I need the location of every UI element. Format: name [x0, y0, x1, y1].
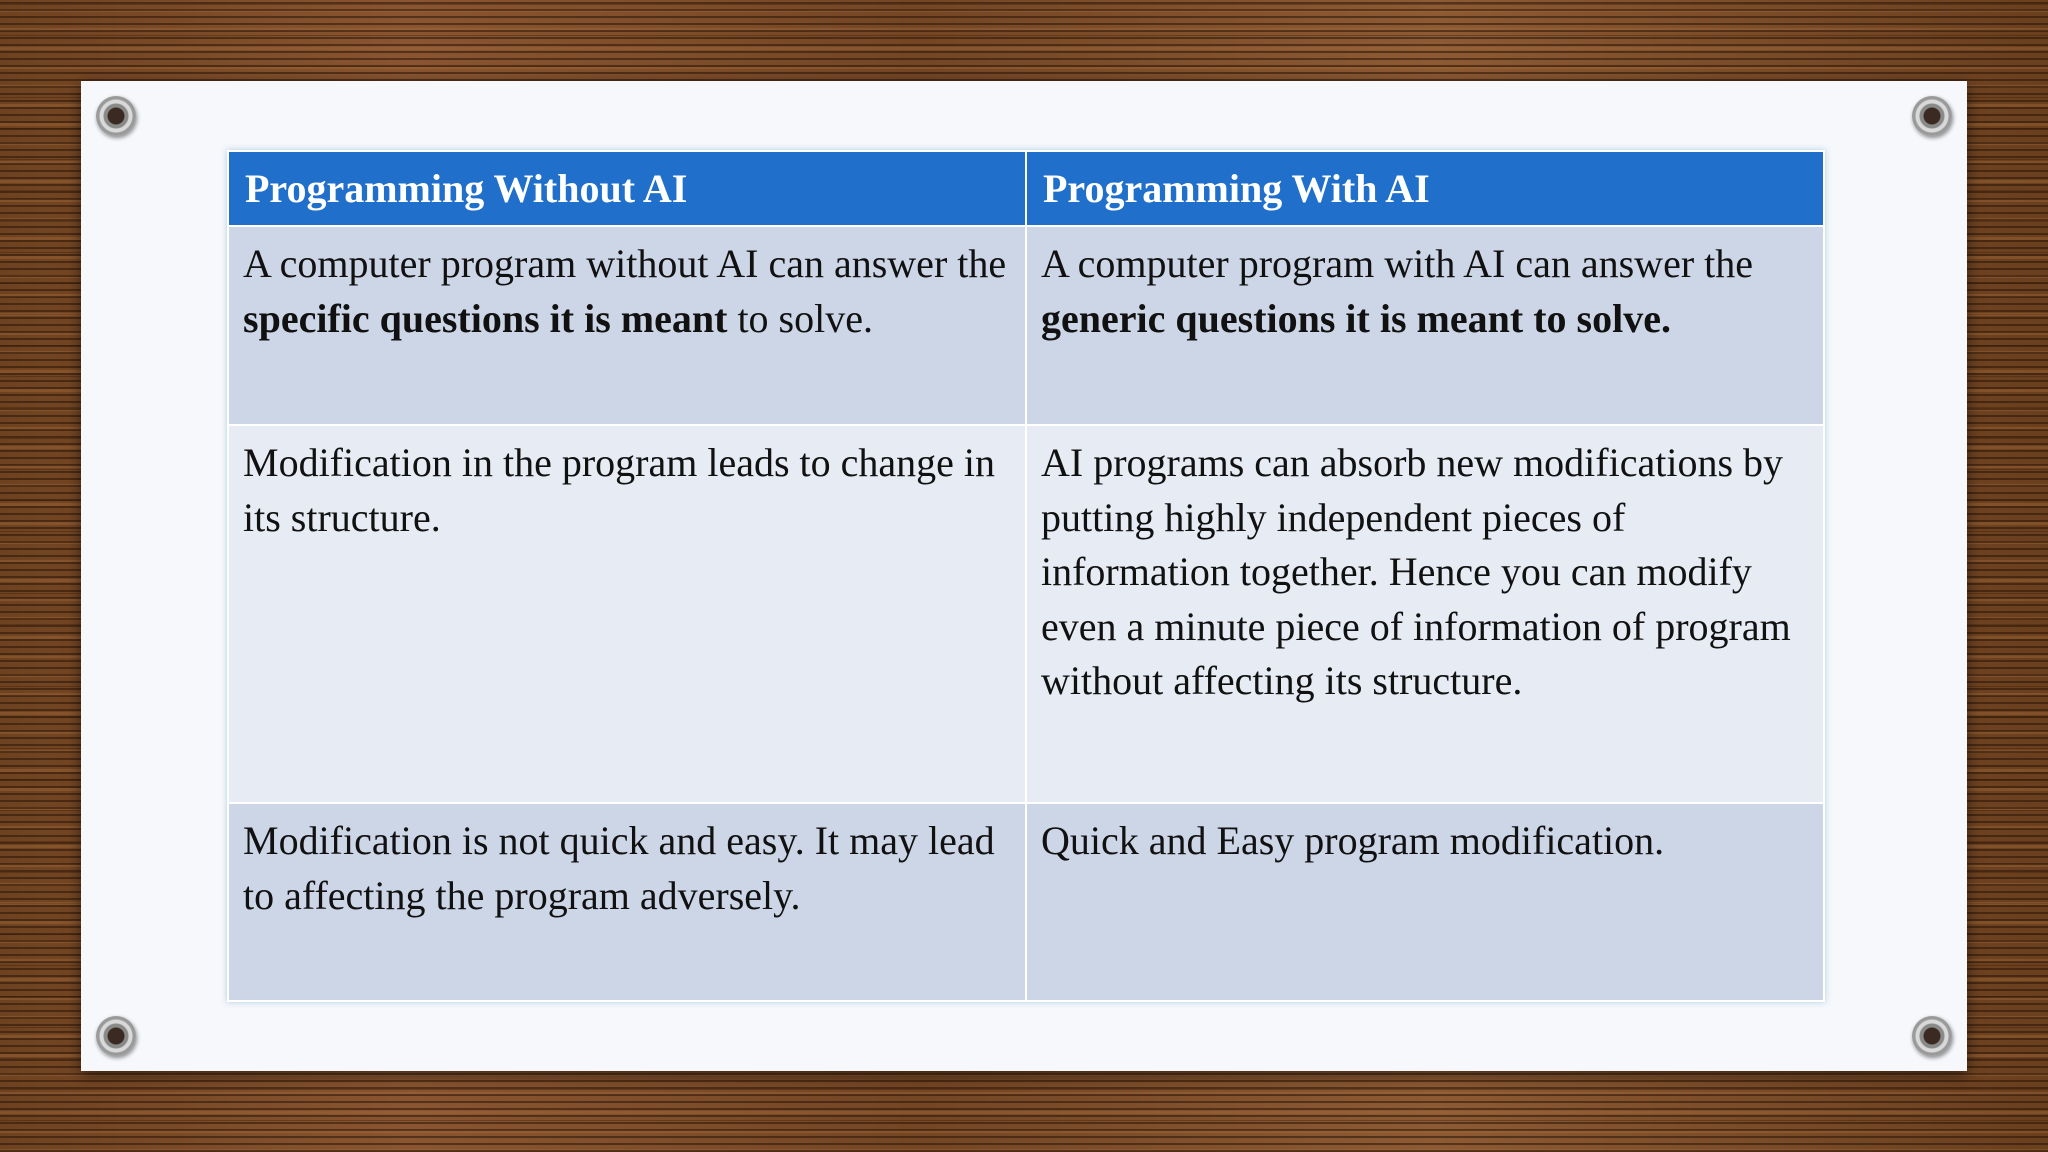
pin-icon	[96, 96, 136, 136]
pin-icon	[1912, 1016, 1952, 1056]
cell-with-ai: Quick and Easy program modification.	[1026, 803, 1824, 1001]
pin-icon	[96, 1016, 136, 1056]
table-header-row	[228, 151, 1824, 226]
pin-icon	[1912, 96, 1952, 136]
comparison-table	[227, 150, 1825, 1002]
cell-without-ai: A computer program without AI can answer the specific questions it is meant to solve.	[228, 226, 1026, 425]
cell-with-ai: A computer program with AI can answer the generic questions it is meant to solve.	[1026, 226, 1824, 425]
table-row	[228, 425, 1824, 803]
table-row	[228, 803, 1824, 1001]
table-row	[228, 226, 1824, 425]
cell-without-ai: Modification is not quick and easy. It may lead to affecting the program adversely.	[228, 803, 1026, 1001]
pinned-board	[81, 81, 1967, 1071]
header-with-ai: Programming With AI	[1026, 151, 1824, 226]
header-without-ai: Programming Without AI	[228, 151, 1026, 226]
cell-with-ai: AI programs can absorb new modifications by putting highly independent pieces of information together. Hence you can modify even a minute piece of information of program without affecting its structure.	[1026, 425, 1824, 803]
cell-without-ai: Modification in the program leads to change in its structure.	[228, 425, 1026, 803]
